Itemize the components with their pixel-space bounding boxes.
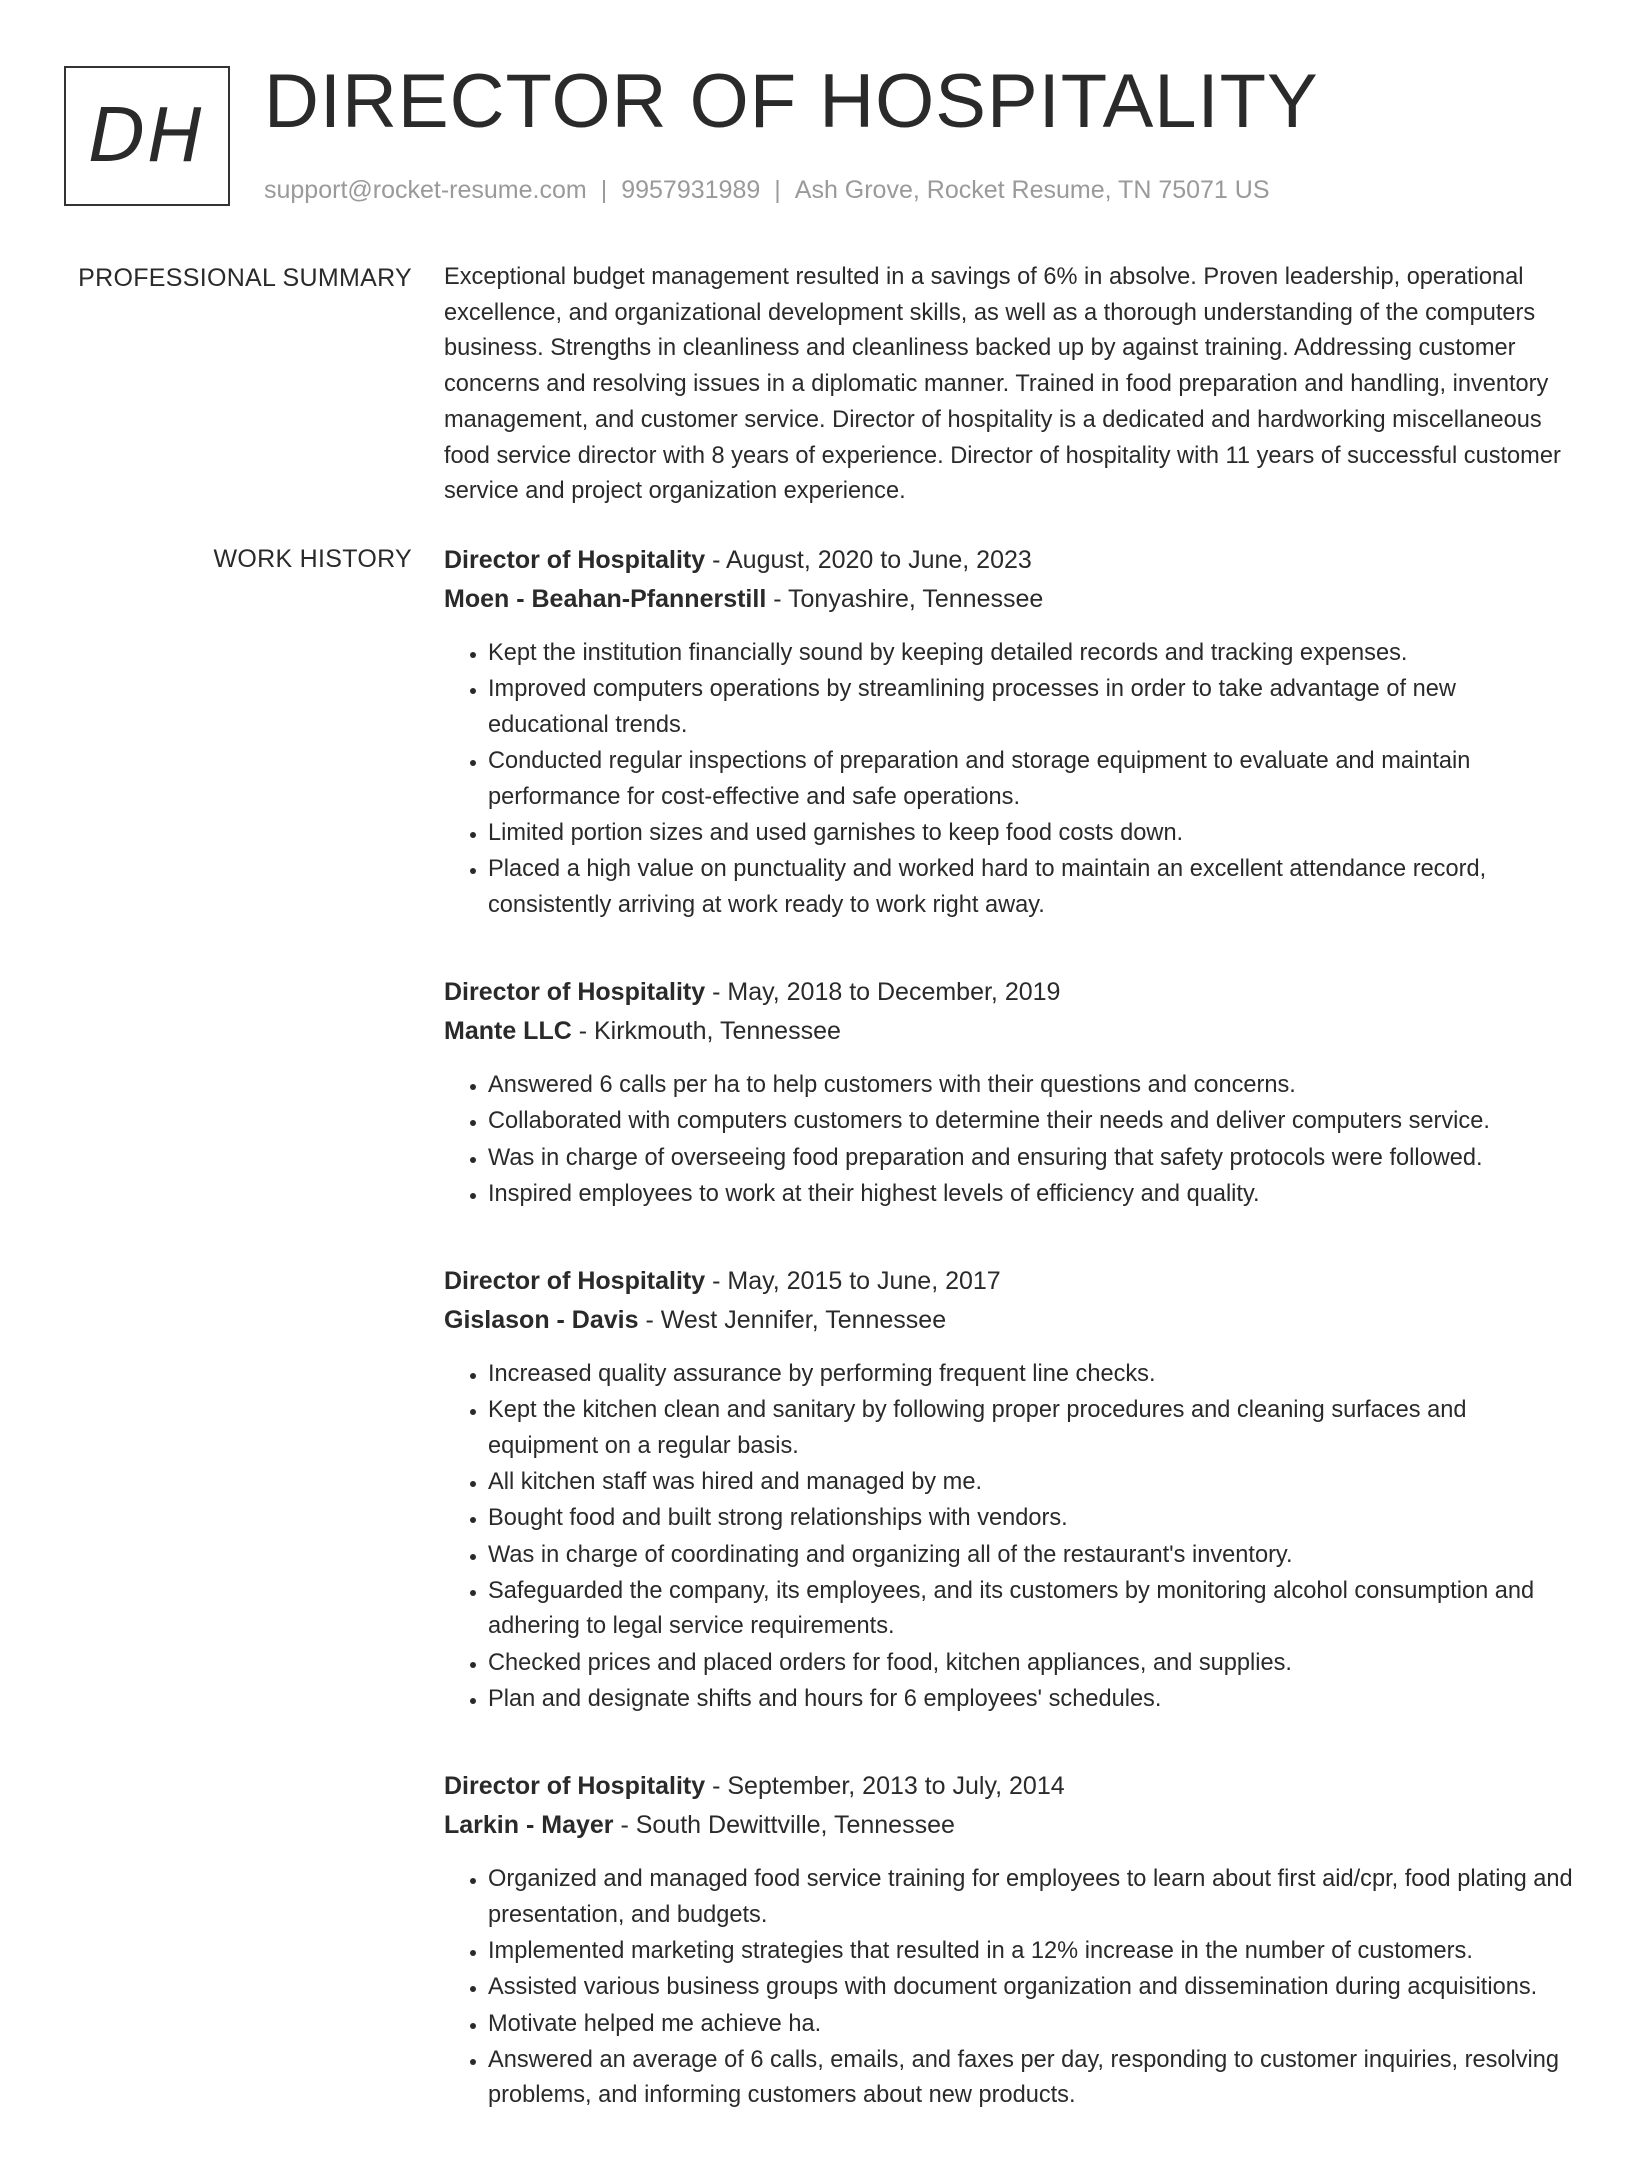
job-bullet: • Limited portion sizes and used garnishes to keep food costs down.: [488, 816, 1574, 852]
job-company: Mante LLC: [444, 1017, 572, 1046]
job-bullet: • Conducted regular inspections of preparation and storage equipment to evaluate and maintain performance for cost-effective and safe operations.: [488, 744, 1574, 815]
job-location: - West Jennifer, Tennessee: [638, 1306, 947, 1335]
job-company-line: [444, 1301, 1574, 1340]
job-bullet: • Answered 6 calls per ha to help customers with their questions and concerns.: [488, 1068, 1574, 1104]
work-history-heading: WORK HISTORY: [213, 545, 412, 573]
contact-separator: |: [774, 176, 781, 204]
job-list: [444, 541, 1574, 2164]
job-bullet: • Placed a high value on punctuality and worked hard to maintain an excellent attendance record, consistently arriving at work ready to work right away.: [488, 852, 1574, 923]
summary-heading: PROFESSIONAL SUMMARY: [78, 264, 412, 292]
job-entry: [444, 1262, 1574, 1717]
job-title: Director of Hospitality: [444, 546, 706, 574]
job-entry: [444, 541, 1574, 923]
job-title-line: [444, 1262, 1574, 1301]
contact-line: [264, 170, 1270, 210]
job-company-line: [444, 1806, 1574, 1845]
contact-phone[interactable]: 9957931989: [621, 176, 761, 204]
job-company: Gislason - Davis: [444, 1306, 639, 1335]
contact-address: Ash Grove, Rocket Resume, TN 75071 US: [794, 176, 1270, 204]
job-title-line: [444, 973, 1574, 1012]
job-bullet: • Bought food and built strong relationships with vendors.: [488, 1501, 1574, 1537]
job-title: Director of Hospitality: [444, 1772, 706, 1801]
job-bullet: • Collaborated with computers customers to determine their needs and deliver computers service.: [488, 1104, 1574, 1140]
job-bullet-list: [444, 1068, 1574, 1212]
job-dates: - May, 2018 to December, 2019: [705, 978, 1061, 1007]
job-bullet: • Kept the institution financially sound by keeping detailed records and tracking expenses.: [488, 636, 1574, 672]
job-title: Director of Hospitality: [444, 978, 706, 1007]
summary-text: Exceptional budget management resulted in a savings of 6% in absolve. Proven leadership, operational excellence, and organizational development skills, as well as a thorough understanding of the computers business. Strengths in cleanliness and cleanliness backed up by against training. Addressing customer concerns and resolving issues in a diplomatic manner. Trained in food preparation and handling, inventory management, and customer service. Director of hospitality is a dedicated and hardworking miscellaneous food service director with 8 years of experience. Director of hospitality with 11 years of successful customer service and project organization experience.: [444, 264, 1561, 505]
job-dates: - September, 2013 to July, 2014: [705, 1772, 1065, 1801]
job-company-line: [444, 580, 1574, 619]
job-bullet: • Increased quality assurance by performing frequent line checks.: [488, 1357, 1574, 1393]
job-title: Director of Hospitality: [444, 1267, 706, 1296]
job-company: Larkin - Mayer: [444, 1811, 614, 1840]
job-bullet: • Safeguarded the company, its employees, and its customers by monitoring alcohol consumption and adhering to legal service requirements.: [488, 1574, 1574, 1645]
contact-email[interactable]: support@rocket-resume.com: [264, 176, 587, 204]
job-title-line: [444, 541, 1574, 580]
job-location: - Kirkmouth, Tennessee: [571, 1017, 841, 1046]
contact-separator: |: [600, 176, 608, 204]
monogram-initials: DH: [88, 93, 206, 179]
job-dates: - August, 2020 to June, 2023: [705, 546, 1032, 574]
job-entry: [444, 973, 1574, 1212]
job-bullet: • Kept the kitchen clean and sanitary by following proper procedures and cleaning surfaces and equipment on a regular basis.: [488, 1393, 1574, 1464]
job-bullet: • Organized and managed food service training for employees to learn about first aid/cpr, food plating and presentation, and budgets.: [488, 1862, 1574, 1933]
job-bullet: • Was in charge of overseeing food preparation and ensuring that safety protocols were followed.: [488, 1141, 1574, 1177]
job-bullet: • Checked prices and placed orders for food, kitchen appliances, and supplies.: [488, 1646, 1574, 1682]
resume-title: DIRECTOR OF HOSPITALITY: [264, 59, 1319, 144]
job-bullet-list: [444, 636, 1574, 923]
job-bullet: • Assisted various business groups with document organization and dissemination during acquisitions.: [488, 1970, 1574, 2006]
job-bullet: • All kitchen staff was hired and managed by me.: [488, 1465, 1574, 1501]
job-bullet: • Improved computers operations by streamlining processes in order to take advantage of new educational trends.: [488, 672, 1574, 743]
job-company-line: [444, 1012, 1574, 1051]
job-bullet-list: [444, 1357, 1574, 1717]
job-bullet-list: [444, 1862, 1574, 2114]
monogram-box: [64, 66, 230, 206]
job-bullet: • Plan and designate shifts and hours for 6 employees' schedules.: [488, 1682, 1574, 1718]
job-bullet: • Was in charge of coordinating and organizing all of the restaurant's inventory.: [488, 1538, 1574, 1574]
job-company: Moen - Beahan-Pfannerstill: [444, 585, 767, 613]
job-dates: - May, 2015 to June, 2017: [705, 1267, 1001, 1296]
job-title-line: [444, 1767, 1574, 1806]
job-location: - South Dewittville, Tennessee: [613, 1811, 955, 1840]
job-bullet: • Motivate helped me achieve ha.: [488, 2007, 1574, 2043]
job-bullet: • Inspired employees to work at their highest levels of efficiency and quality.: [488, 1177, 1574, 1213]
job-bullet: • Implemented marketing strategies that resulted in a 12% increase in the number of customers.: [488, 1934, 1574, 1970]
job-bullet: • Answered an average of 6 calls, emails, and faxes per day, responding to customer inquiries, resolving problems, and informing customers about new products.: [488, 2043, 1574, 2114]
job-location: - Tonyashire, Tennessee: [766, 585, 1044, 613]
job-entry: [444, 1767, 1574, 2114]
